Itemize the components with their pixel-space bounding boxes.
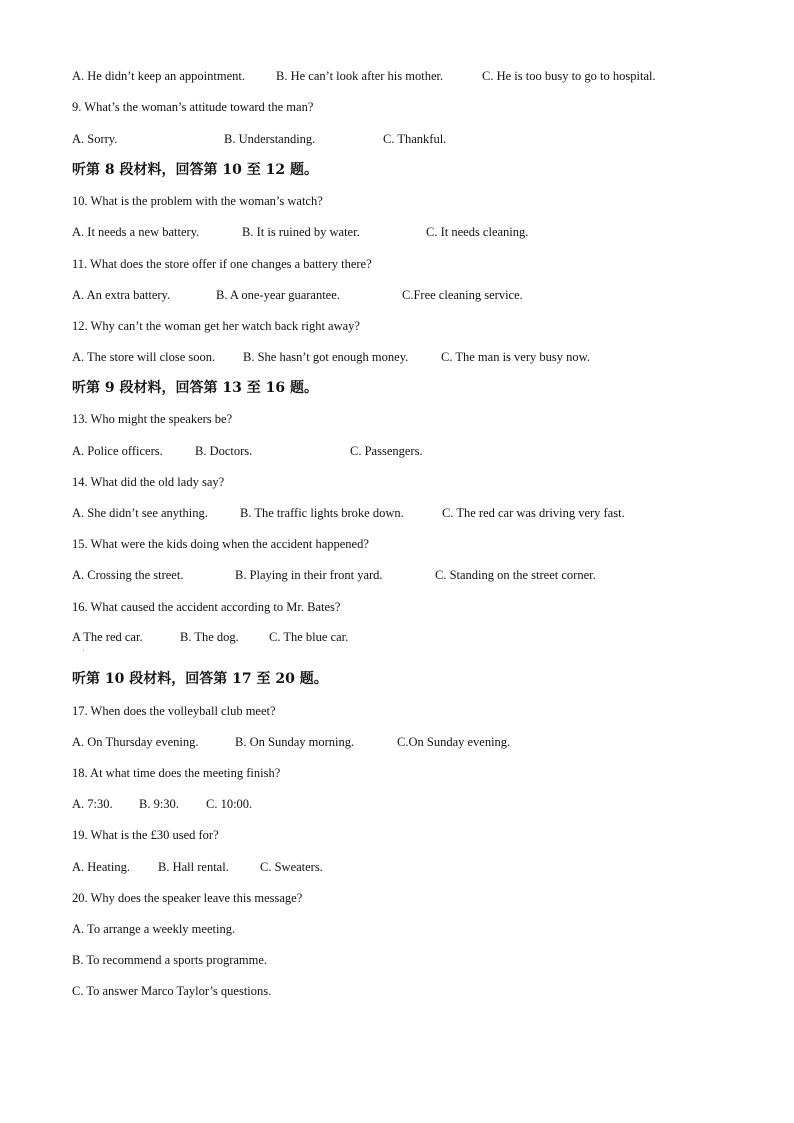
- section-heading-8: 听第 8 段材料，回答第 10 至 12 题。: [72, 162, 318, 178]
- q13-option-a: A. Police officers.: [72, 444, 163, 458]
- q16-question: 16. What caused the accident according to Mr. Bates?: [72, 600, 341, 614]
- q15-option-a: A. Crossing the street.: [72, 568, 184, 582]
- q14-option-a: A. She didn’t see anything.: [72, 506, 208, 520]
- q13-option-b: B. Doctors.: [195, 444, 253, 458]
- q8-option-a: A. He didn’t keep an appointment.: [72, 69, 245, 83]
- q16-option-b: B. The dog.: [180, 630, 239, 644]
- q12-option-b: B. She hasn’t got enough money.: [243, 350, 409, 364]
- q17-option-b: B. On Sunday morning.: [235, 735, 355, 749]
- q20-option-a: A. To arrange a weekly meeting.: [72, 922, 236, 936]
- q15-option-c: C. Standing on the street corner.: [435, 568, 596, 582]
- q18-option-a: A. 7:30.: [72, 797, 113, 811]
- q19-option-b: B. Hall rental.: [158, 860, 229, 874]
- q11-option-c: C.Free cleaning service.: [402, 288, 523, 302]
- q19-option-a: A. Heating.: [72, 860, 130, 874]
- q18-option-c: C. 10:00.: [206, 797, 253, 811]
- q12-question: 12. Why can’t the woman get her watch back right away?: [72, 319, 360, 333]
- q11-option-b: B. A one-year guarantee.: [216, 288, 340, 302]
- q14-option-c: C. The red car was driving very fast.: [442, 506, 625, 520]
- q9-question: 9. What’s the woman’s attitude toward the man?: [72, 100, 314, 114]
- q9-option-b: B. Understanding.: [224, 132, 316, 146]
- q10-option-c: C. It needs cleaning.: [426, 225, 529, 239]
- q11-option-a: A. An extra battery.: [72, 288, 171, 302]
- q15-question: 15. What were the kids doing when the accident happened?: [72, 537, 369, 551]
- q14-option-b: B. The traffic lights broke down.: [240, 506, 404, 520]
- q11-question: 11. What does the store offer if one changes a battery there?: [72, 257, 372, 271]
- q20-question: 20. Why does the speaker leave this message?: [72, 891, 303, 905]
- q10-option-b: B. It is ruined by water.: [242, 225, 360, 239]
- q8-option-c: C. He is too busy to go to hospital.: [482, 69, 656, 83]
- q8-option-b: B. He can’t look after his mother.: [276, 69, 444, 83]
- q9-option-a: A. Sorry.: [72, 132, 118, 146]
- q9-option-c: C. Thankful.: [383, 132, 447, 146]
- q19-question: 19. What is the £30 used for?: [72, 828, 219, 842]
- q16-option-a: A The red car.: [72, 630, 143, 644]
- q18-option-b: B. 9:30.: [139, 797, 179, 811]
- q19-option-c: C. Sweaters.: [260, 860, 323, 874]
- stray-mark: ˙: [82, 648, 85, 657]
- q20-option-c: C. To answer Marco Taylor’s questions.: [72, 984, 272, 998]
- q16-option-c: C. The blue car.: [269, 630, 349, 644]
- q17-question: 17. When does the volleyball club meet?: [72, 704, 276, 718]
- q17-option-a: A. On Thursday evening.: [72, 735, 199, 749]
- q20-option-b: B. To recommend a sports programme.: [72, 953, 268, 967]
- q18-question: 18. At what time does the meeting finish?: [72, 766, 281, 780]
- q13-option-c: C. Passengers.: [350, 444, 423, 458]
- q15-option-b: B. Playing in their front yard.: [235, 568, 383, 582]
- section-heading-10: 听第 10 段材料，回答第 17 至 20 题。: [72, 671, 328, 687]
- q10-option-a: A. It needs a new battery.: [72, 225, 200, 239]
- q12-option-c: C. The man is very busy now.: [441, 350, 590, 364]
- q17-option-c: C.On Sunday evening.: [397, 735, 511, 749]
- q10-question: 10. What is the problem with the woman’s watch?: [72, 194, 323, 208]
- q14-question: 14. What did the old lady say?: [72, 475, 225, 489]
- q13-question: 13. Who might the speakers be?: [72, 412, 233, 426]
- section-heading-9: 听第 9 段材料，回答第 13 至 16 题。: [72, 380, 318, 396]
- q12-option-a: A. The store will close soon.: [72, 350, 216, 364]
